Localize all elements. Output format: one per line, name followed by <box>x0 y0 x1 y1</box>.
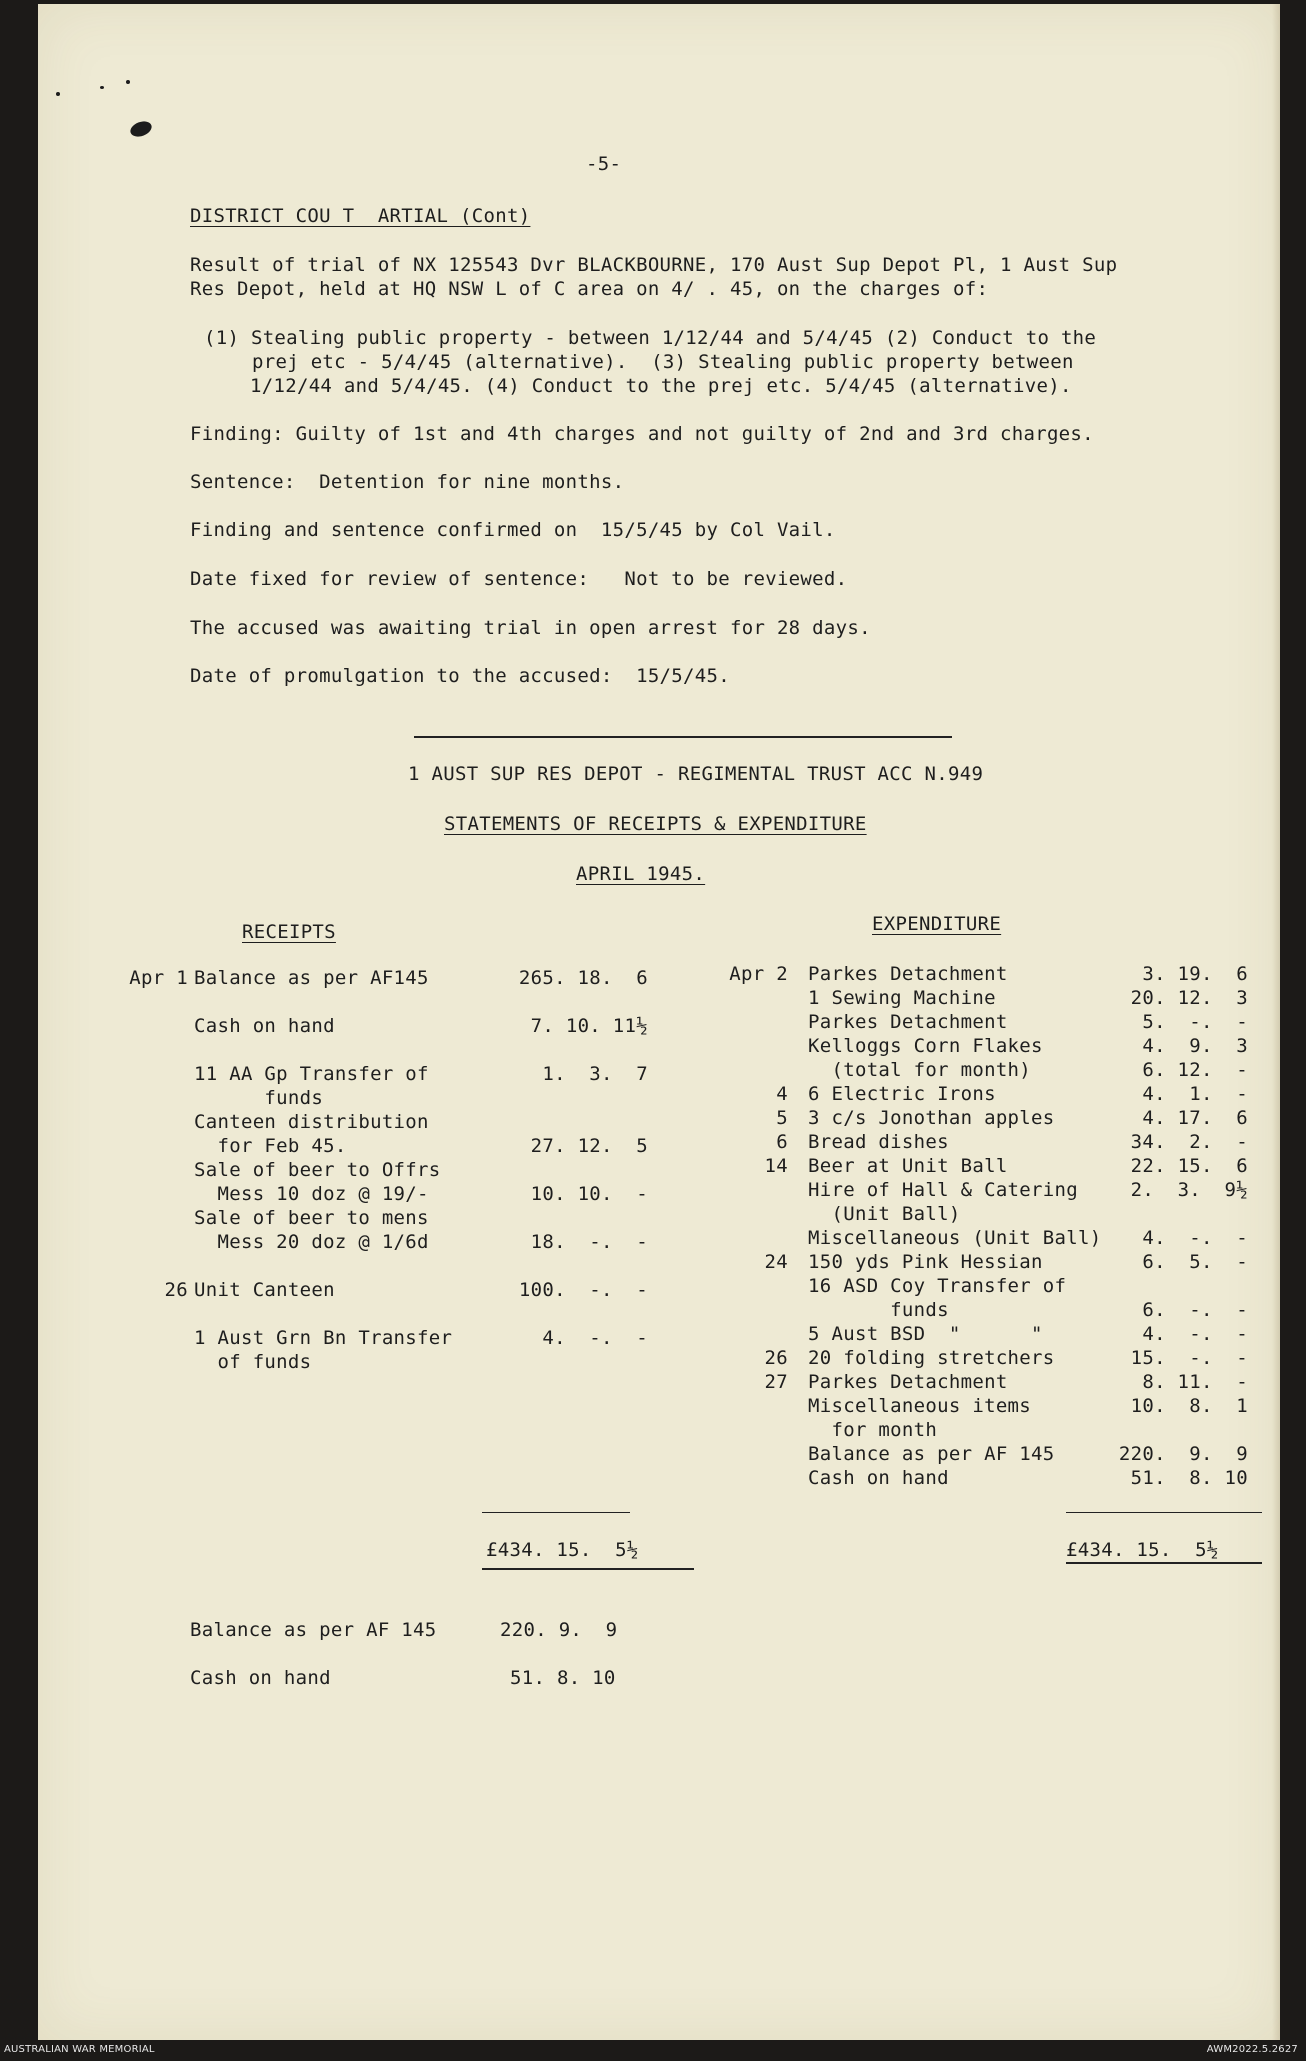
expenditure-item-amount: 4. -. - <box>1142 1323 1248 1345</box>
expenditure-header: EXPENDITURE <box>872 913 1002 935</box>
receipts-item-description: funds <box>194 1087 324 1109</box>
expenditure-item-description: 6 Electric Irons <box>808 1083 996 1105</box>
expenditure-date: 27 <box>764 1371 788 1393</box>
expenditure-item-amount: 5. -. - <box>1142 1011 1248 1033</box>
expenditure-item-amount: 6. 12. - <box>1142 1059 1248 1081</box>
expenditure-item-description: for month <box>808 1419 938 1441</box>
receipts-item-description: of funds <box>194 1351 312 1373</box>
expenditure-total-rule-top <box>1066 1512 1262 1513</box>
archive-reference: AWM2022.5.2627 <box>1206 2044 1298 2055</box>
expenditure-item-amount: 4. 1. - <box>1142 1083 1248 1105</box>
statement-month: APRIL 1945. <box>576 863 706 885</box>
expenditure-date: 4 <box>776 1083 788 1105</box>
receipts-item-description: Canteen distribution <box>194 1111 429 1133</box>
expenditure-item-amount: 51. 8. 10 <box>1130 1467 1248 1489</box>
expenditure-item-description: Miscellaneous items <box>808 1395 1032 1417</box>
account-title: 1 AUST SUP RES DEPOT - REGIMENTAL TRUST ACC N.949 <box>408 763 984 785</box>
expenditure-item-description: 16 ASD Coy Transfer of <box>808 1275 1067 1297</box>
expenditure-date: 6 <box>776 1131 788 1153</box>
expenditure-item-description: 150 yds Pink Hessian <box>808 1251 1043 1273</box>
confirmation-text: Finding and sentence confirmed on 15/5/45 by Col Vail. <box>190 519 836 541</box>
trial-line-1: Result of trial of NX 125543 Dvr BLACKBOURNE, 170 Aust Sup Depot Pl, 1 Aust Sup <box>190 254 1118 276</box>
expenditure-item-description: 3 c/s Jonothan apples <box>808 1107 1055 1129</box>
expenditure-item-description: Hire of Hall & Catering <box>808 1179 1078 1201</box>
ink-speck <box>126 80 130 84</box>
charges-line-1: (1) Stealing public property - between 1/12/44 and 5/4/45 (2) Conduct to the <box>204 327 1097 349</box>
expenditure-item-amount: 4. 17. 6 <box>1142 1107 1248 1129</box>
receipts-item-amount: 265. 18. 6 <box>518 967 648 989</box>
receipts-item-amount: 18. -. - <box>530 1231 648 1253</box>
expenditure-item-description: Kelloggs Corn Flakes <box>808 1035 1043 1057</box>
expenditure-item-amount: 3. 19. 6 <box>1142 963 1248 985</box>
receipts-header: RECEIPTS <box>242 921 336 943</box>
receipts-item-description: Unit Canteen <box>194 1279 335 1301</box>
expenditure-item-amount: 10. 8. 1 <box>1130 1395 1248 1417</box>
receipts-item-description: Mess 10 doz @ 19/- <box>194 1183 429 1205</box>
sentence-text: Sentence: Detention for nine months. <box>190 471 625 493</box>
receipts-item-amount: 4. -. - <box>542 1327 648 1349</box>
receipts-date: 26 <box>164 1279 188 1301</box>
receipts-item-description: Sale of beer to Offrs <box>194 1159 441 1181</box>
expenditure-date: 5 <box>776 1107 788 1129</box>
expenditure-item-amount: 8. 11. - <box>1142 1371 1248 1393</box>
receipts-item-description: Balance as per AF145 <box>194 967 429 989</box>
finding-text: Finding: Guilty of 1st and 4th charges and not guilty of 2nd and 3rd charges. <box>190 423 1094 445</box>
expenditure-item-amount: 15. -. - <box>1130 1347 1248 1369</box>
trial-line-2: Res Depot, held at HQ NSW L of C area on 4/ . 45, on the charges of: <box>190 278 989 300</box>
closing-balance-amount: 220. 9. 9 <box>500 1619 618 1641</box>
receipts-item-description: for Feb 45. <box>194 1135 347 1157</box>
receipts-item-description: 1 Aust Grn Bn Transfer <box>194 1327 453 1349</box>
expenditure-date: 26 <box>764 1347 788 1369</box>
section-heading: DISTRICT COU T ARTIAL (Cont) <box>190 205 531 227</box>
receipts-item-amount: 7. 10. 11½ <box>530 1015 648 1037</box>
expenditure-item-description: Parkes Detachment <box>808 1011 1008 1033</box>
expenditure-item-description: Beer at Unit Ball <box>808 1155 1008 1177</box>
expenditure-item-description: (total for month) <box>808 1059 1032 1081</box>
receipts-total-rule-top <box>482 1512 630 1513</box>
expenditure-item-description: funds <box>808 1299 949 1321</box>
receipts-item-description: Mess 20 doz @ 1/6d <box>194 1231 429 1253</box>
expenditure-item-amount: 22. 15. 6 <box>1130 1155 1248 1177</box>
receipts-item-amount: 1. 3. 7 <box>542 1063 648 1085</box>
charges-line-3: 1/12/44 and 5/4/45. (4) Conduct to the prej etc. 5/4/45 (alternative). <box>250 375 1072 397</box>
paper-edge <box>1272 4 1280 2040</box>
review-text: Date fixed for review of sentence: Not to be reviewed. <box>190 568 848 590</box>
expenditure-item-description: (Unit Ball) <box>808 1203 961 1225</box>
expenditure-item-amount: 2. 3. 9½ <box>1130 1179 1248 1201</box>
expenditure-item-description: Balance as per AF 145 <box>808 1443 1055 1465</box>
expenditure-item-amount: 4. -. - <box>1142 1227 1248 1249</box>
receipts-item-description: 11 AA Gp Transfer of <box>194 1063 429 1085</box>
expenditure-date: 14 <box>764 1155 788 1177</box>
receipts-date: Apr 1 <box>129 967 188 989</box>
expenditure-item-description: Miscellaneous (Unit Ball) <box>808 1227 1102 1249</box>
archive-credit: AUSTRALIAN WAR MEMORIAL <box>4 2044 155 2055</box>
receipts-total: £434. 15. 5½ <box>486 1539 639 1561</box>
divider-rule <box>414 736 952 738</box>
expenditure-total-rule-bottom <box>1066 1562 1262 1564</box>
expenditure-item-amount: 6. 5. - <box>1142 1251 1248 1273</box>
receipts-item-amount: 100. -. - <box>518 1279 648 1301</box>
receipts-item-description: Sale of beer to mens <box>194 1207 429 1229</box>
expenditure-item-description: Parkes Detachment <box>808 963 1008 985</box>
expenditure-date: 24 <box>764 1251 788 1273</box>
receipts-item-amount: 27. 12. 5 <box>530 1135 648 1157</box>
expenditure-total: £434. 15. 5½ <box>1066 1539 1219 1561</box>
expenditure-item-description: Cash on hand <box>808 1467 949 1489</box>
document-page <box>38 4 1280 2040</box>
expenditure-item-amount: 34. 2. - <box>1130 1131 1248 1153</box>
expenditure-item-amount: 6. -. - <box>1142 1299 1248 1321</box>
expenditure-item-description: 1 Sewing Machine <box>808 987 996 1009</box>
ink-speck <box>100 86 104 89</box>
expenditure-item-amount: 4. 9. 3 <box>1142 1035 1248 1057</box>
closing-cash-amount: 51. 8. 10 <box>510 1667 616 1689</box>
receipts-item-amount: 10. 10. - <box>530 1183 648 1205</box>
expenditure-item-amount: 20. 12. 3 <box>1130 987 1248 1009</box>
promulgation-text: Date of promulgation to the accused: 15/5/45. <box>190 665 730 687</box>
closing-balance-label: Balance as per AF 145 <box>190 1619 437 1641</box>
receipts-total-rule-bottom <box>482 1568 694 1570</box>
expenditure-item-description: Parkes Detachment <box>808 1371 1008 1393</box>
expenditure-item-description: Bread dishes <box>808 1131 949 1153</box>
ink-blot <box>128 119 153 140</box>
expenditure-item-amount: 220. 9. 9 <box>1118 1443 1248 1465</box>
expenditure-date: Apr 2 <box>729 963 788 985</box>
expenditure-item-description: 5 Aust BSD " " <box>808 1323 1043 1345</box>
page-number: -5- <box>586 153 622 175</box>
ink-speck <box>56 92 60 96</box>
arrest-text: The accused was awaiting trial in open arrest for 28 days. <box>190 617 871 639</box>
statement-title: STATEMENTS OF RECEIPTS & EXPENDITURE <box>444 813 867 835</box>
expenditure-item-description: 20 folding stretchers <box>808 1347 1055 1369</box>
receipts-item-description: Cash on hand <box>194 1015 335 1037</box>
charges-line-2: prej etc - 5/4/45 (alternative). (3) Stealing public property between <box>252 351 1074 373</box>
closing-cash-label: Cash on hand <box>190 1667 331 1689</box>
